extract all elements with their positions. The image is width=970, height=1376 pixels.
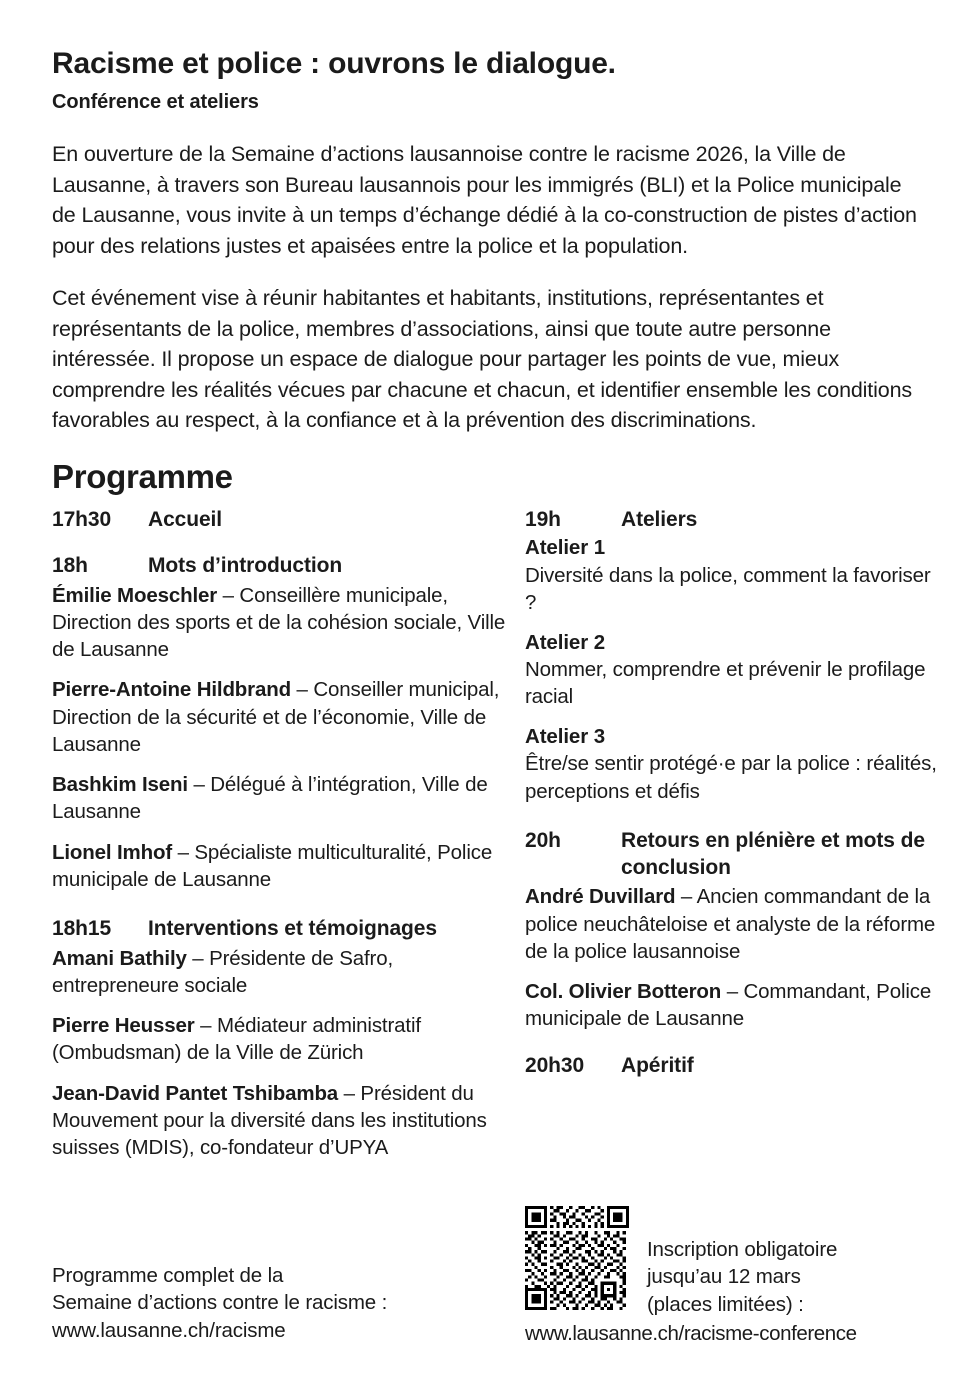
intro-paragraph-2: Cet événement vise à réunir habitantes et habitants, institutions, représentantes et représentants de la police, membres d’associations, ainsi que toute autre personne intéressée. Il propose un espace de dialogue pour partager les points de vue, mieux comprendre les réalités vécues par chacune et chacun, et identifier ensemble les conditions favorables au respect, à la confiance et à la prévention des discriminations. xyxy=(52,286,912,433)
schedule-slot-interventions xyxy=(52,915,507,942)
footer-left-url[interactable]: www.lausanne.ch/racisme xyxy=(52,1318,286,1342)
speaker-role: – Présidente de Safro, entrepreneure sociale xyxy=(52,946,393,997)
workshop-item xyxy=(525,724,940,805)
footer-left xyxy=(52,1262,482,1344)
speaker-entry xyxy=(52,945,507,1000)
registration-url[interactable]: www.lausanne.ch/racisme-conference xyxy=(525,1321,857,1345)
registration-line-3: (places limitées) : xyxy=(647,1292,804,1316)
speaker-role: – Commandant, Police municipale de Lausanne xyxy=(525,980,932,1031)
footer-left-line-1: Programme complet de la xyxy=(52,1264,284,1287)
speaker-entry xyxy=(52,1012,507,1067)
speaker-name: Jean-David Pantet Tshibamba xyxy=(52,1081,339,1105)
slot-time: 19h xyxy=(525,508,561,532)
workshop-description: Nommer, comprendre et prévenir le profilage racial xyxy=(525,658,926,709)
speaker-name: Col. Olivier Botteron xyxy=(525,980,722,1004)
speaker-name: Pierre-Antoine Hildbrand xyxy=(52,678,292,702)
registration-block xyxy=(525,1206,935,1318)
speaker-role: – Ancien commandant de la police neuchâteloise et analyste de la réforme de la police lausannoise xyxy=(525,885,936,963)
programme-right-column xyxy=(525,506,940,1079)
footer-right xyxy=(525,1206,935,1347)
slot-time: 20h xyxy=(525,828,561,852)
registration-line-2: jusqu’au 12 mars xyxy=(647,1265,801,1289)
speaker-role: – Délégué à l’intégration, Ville de Lausanne xyxy=(52,773,488,824)
speaker-role: – Conseillère municipale, Direction des sports et de la cohésion sociale, Ville de Lausanne xyxy=(52,583,506,662)
slot-time: 18h15 xyxy=(52,917,112,941)
speaker-entry xyxy=(52,582,507,664)
slot-label: Ateliers xyxy=(621,508,698,532)
speaker-name: Émilie Moeschler xyxy=(52,583,218,607)
workshop-description: Diversité dans la police, comment la favoriser ? xyxy=(525,564,931,615)
intro-paragraph-1: En ouverture de la Semaine d’actions lausannoise contre le racisme 2026, la Ville de Lausanne, à travers son Bureau lausannois pour les immigrés (BLI) et la Police municipale de Lausanne, vous invite à un temps d’échange dédié à la co-construction de pistes d’action pour des relations justes et apaisées entre la police et la population. xyxy=(52,142,917,258)
slot-time: 18h xyxy=(52,554,88,578)
workshop-item xyxy=(525,630,940,711)
speaker-entry xyxy=(525,883,940,965)
speaker-entry xyxy=(52,839,507,894)
workshop-name: Atelier 2 xyxy=(525,630,605,654)
registration-line-1: Inscription obligatoire xyxy=(647,1238,838,1261)
speaker-name: Bashkim Iseni xyxy=(52,773,188,797)
slot-label: Accueil xyxy=(148,508,222,532)
schedule-slot-accueil xyxy=(52,506,507,533)
speaker-entry xyxy=(525,978,940,1033)
programme-columns xyxy=(52,506,937,1161)
speaker-role: – Spécialiste multiculturalité, Police municipale de Lausanne xyxy=(52,840,493,891)
workshop-name: Atelier 3 xyxy=(525,724,605,748)
slot-label: Retours en plénière et mots de conclusion xyxy=(621,828,925,880)
slot-time: 20h30 xyxy=(525,1053,585,1077)
speaker-role: – Médiateur administratif (Ombudsman) de la Ville de Zürich xyxy=(52,1014,421,1065)
speaker-role: – Président du Mouvement pour la diversité dans les institutions suisses (MDIS), co-fondateur d’UPYA xyxy=(52,1081,487,1160)
speaker-name: Amani Bathily xyxy=(52,946,187,970)
slot-time: 17h30 xyxy=(52,508,112,532)
speaker-role: – Conseiller municipal, Direction de la sécurité et de l’économie, Ville de Lausanne xyxy=(52,678,500,756)
programme-left-column xyxy=(52,506,507,1161)
workshop-description: Être/se sentir protégé·e par la police : réalités, perceptions et défis xyxy=(525,752,937,803)
poster-page xyxy=(52,0,937,1376)
schedule-slot-mots-introduction xyxy=(52,552,507,579)
slot-label: Interventions et témoignages xyxy=(148,917,437,941)
slot-label: Apéritif xyxy=(621,1053,694,1077)
schedule-slot-ateliers xyxy=(525,506,940,533)
qr-code-icon[interactable] xyxy=(525,1206,629,1310)
slot-label: Mots d’introduction xyxy=(148,554,343,578)
schedule-slot-aperitif xyxy=(525,1052,940,1079)
page-title: Racisme et police : ouvrons le dialogue. xyxy=(52,47,616,80)
speaker-entry xyxy=(52,771,507,826)
speaker-name: Lionel Imhof xyxy=(52,840,173,864)
page-subtitle: Conférence et ateliers xyxy=(52,91,259,114)
speaker-name: André Duvillard xyxy=(525,885,676,909)
programme-heading: Programme xyxy=(52,457,233,495)
workshop-item xyxy=(525,535,940,616)
speaker-entry xyxy=(52,676,507,758)
registration-text xyxy=(647,1206,837,1318)
footer-left-line-2: Semaine d’actions contre le racisme : xyxy=(52,1291,388,1315)
workshop-name: Atelier 1 xyxy=(525,536,605,560)
schedule-slot-conclusion xyxy=(525,827,940,882)
speaker-name: Pierre Heusser xyxy=(52,1014,195,1038)
speaker-entry xyxy=(52,1080,507,1162)
